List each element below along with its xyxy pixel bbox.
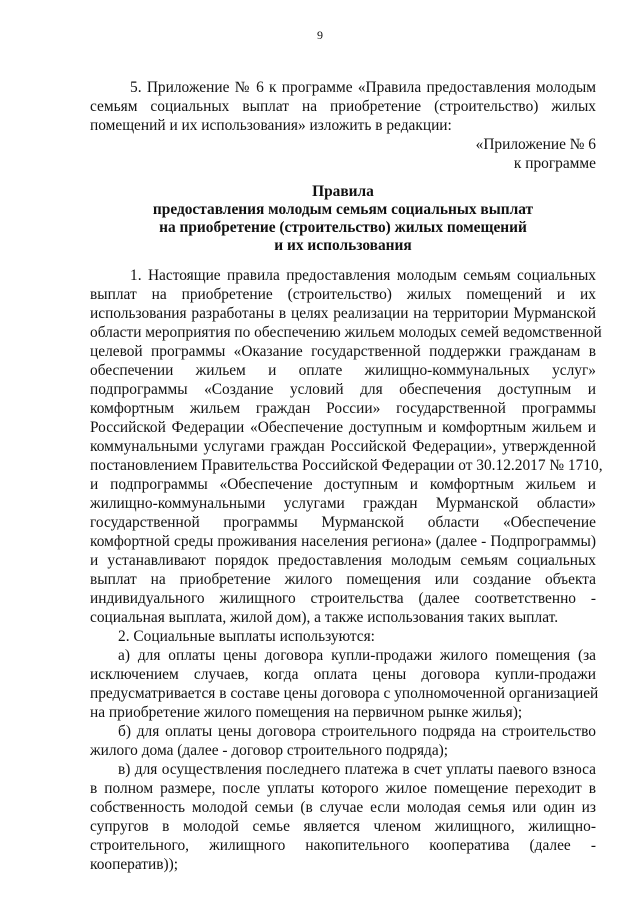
body-line: и подпрограммы «Обеспечение доступным и комфортным жильем и [90, 476, 596, 493]
body-line: выплат на приобретение (строительство) жилых помещений и их [90, 286, 596, 303]
body-line: Российской Федерации «Обеспечение доступным и комфортным жильем и [90, 419, 596, 436]
body-line: и устанавливают порядок предоставления молодым семьям социальных [90, 552, 596, 569]
body-line: 1. Настоящие правила предоставления молодым семьям социальных [130, 267, 596, 284]
body-line: жилищно-коммунальными услугами граждан Мурманской области» [90, 495, 596, 512]
body-line: области мероприятия по обеспечению жильем молодых семей ведомственной [90, 324, 602, 341]
body-line: государственной программы Мурманской области «Обеспечение [90, 514, 596, 531]
body-line: жилого дома (далее - договор строительного подряда); [90, 742, 449, 759]
intro-line: семьям социальных выплат на приобретение (строительство) жилых [90, 98, 596, 115]
body-line: б) для оплаты цены договора строительного подряда на строительство [118, 723, 596, 740]
body-line: в полном размере, после уплаты которого жилое помещение переходит в [90, 780, 596, 797]
body-line: исключением случаев, когда оплата цены договора купли-продажи [90, 666, 596, 683]
intro-line: 5. Приложение № 6 к программе «Правила предоставления молодым [130, 79, 596, 96]
body-line: кооператив)); [90, 856, 179, 873]
body-line: строительного, жилищного накопительного кооператива (далее - [90, 837, 596, 854]
body-line: супругов в молодой семье является членом жилищного, жилищно- [90, 818, 596, 835]
body-line: на приобретение жилого помещения на первичном рынке жилья); [90, 704, 523, 721]
body-line: целевой программы «Оказание государственной поддержки гражданам в [90, 343, 596, 360]
title-line: и их использования [274, 237, 412, 254]
body-line: социальная выплата, жилой дом), а также использования таких выплат. [90, 609, 559, 626]
body-line: а) для оплаты цены договора купли-продажи жилого помещения (за [118, 647, 596, 664]
body-line: использования разработаны в целях реализации на территории Мурманской [90, 305, 596, 322]
body-line: постановлением Правительства Российской Федерации от 30.12.2017 № 1710, [90, 457, 603, 474]
body-line: подпрограммы «Создание условий для обеспечения доступным и [90, 381, 596, 398]
title-line: Правила [312, 183, 374, 200]
body-line: в) для осуществления последнего платежа в счет уплаты паевого взноса [118, 761, 596, 778]
body-line: собственность молодой семьи (в случае если молодая семья или один из [90, 799, 596, 816]
appendix-ref-line: к программе [513, 155, 596, 172]
body-line: индивидуального жилищного строительства (далее соответственно - [90, 590, 596, 607]
body-line: комфортной среды проживания населения региона» (далее - Подпрограммы) [90, 533, 596, 550]
body-line: предусматривается в составе цены договора с уполномоченной организацией [90, 685, 599, 702]
page-number: 9 [317, 28, 323, 42]
body-line: коммунальными услугами граждан Российской Федерации», утвержденной [90, 438, 596, 455]
body-line: обеспечении жильем и оплате жилищно-коммунальных услуг» [90, 362, 596, 379]
intro-line: помещений и их использования» изложить в редакции: [90, 117, 452, 134]
appendix-ref-line: «Приложение № 6 [475, 136, 596, 153]
body-line: выплат на приобретение жилого помещения или создание объекта [90, 571, 596, 588]
body-line: комфортным жильем граждан России» государственной программы [90, 400, 596, 417]
body-line: 2. Социальные выплаты используются: [118, 628, 375, 645]
title-line: на приобретение (строительство) жилых помещений [159, 219, 527, 236]
title-line: предоставления молодым семьям социальных выплат [152, 201, 534, 218]
